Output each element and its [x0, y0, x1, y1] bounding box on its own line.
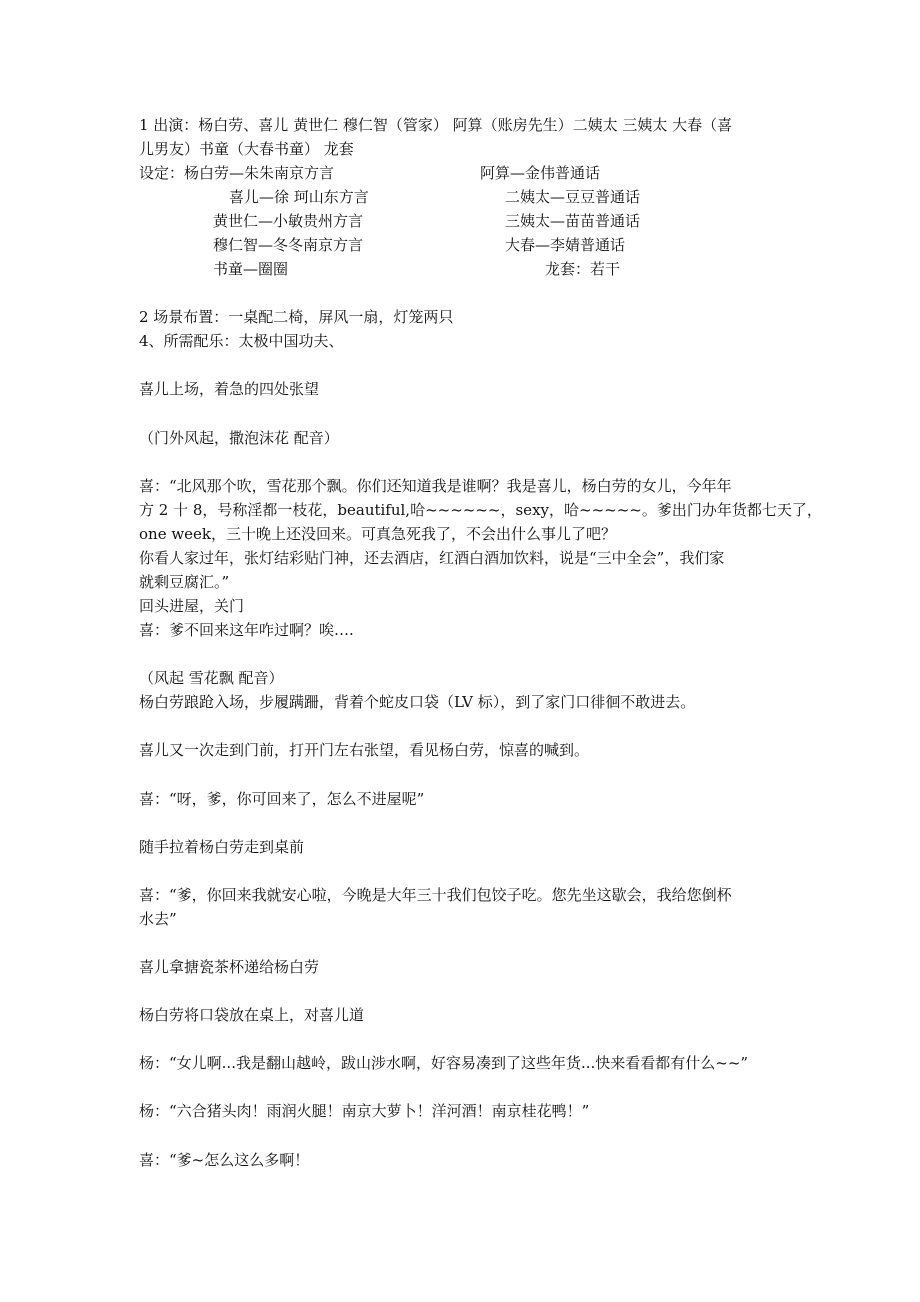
- script-line: 水去”: [139, 910, 177, 928]
- scene-layout: 2 场景布置：一桌配二椅，屏风一扇，灯笼两只: [139, 308, 454, 326]
- script-line: 喜：“呀，爹，你可回来了，怎么不进屋呢”: [139, 790, 425, 808]
- setting-right-5: 龙套：若干: [545, 260, 621, 278]
- script-line: 就剩豆腐汇。”: [139, 573, 230, 591]
- setting-left-4: 穆仁智—冬冬南京方言: [213, 236, 364, 254]
- cast-list-line-1: 1 出演：杨白劳、喜儿 黄世仁 穆仁智（管家） 阿算（账房先生）二姨太 三姨太 大春（喜: [139, 116, 733, 134]
- cast-list-line-2: 儿男友）书童（大春书童） 龙套: [139, 140, 354, 158]
- script-line: 杨白劳踉跄入场，步履蹒跚，背着个蛇皮口袋（LV 标），到了家门口徘徊不敢进去。: [139, 693, 696, 711]
- setting-left-1: 设定：杨白劳—朱朱南京方言: [139, 164, 335, 182]
- setting-left-2: 喜儿—徐 珂山东方言: [229, 188, 369, 206]
- script-line: 喜：“北风那个吹，雪花那个飘。你们还知道我是谁啊？我是喜儿，杨白劳的女儿，今年年: [139, 477, 732, 495]
- script-line: （门外风起，撒泡沫花 配音）: [139, 429, 339, 447]
- script-line: 杨：“六合猪头肉！雨润火腿！南京大萝卜！洋河酒！南京桂花鸭！”: [139, 1102, 590, 1120]
- script-line: 杨白劳将口袋放在桌上，对喜儿道: [139, 1006, 365, 1024]
- setting-right-1: 阿算—金伟普通话: [480, 164, 601, 182]
- setting-right-3: 三姨太—苗苗普通话: [505, 212, 641, 230]
- setting-left-3: 黄世仁—小敏贵州方言: [213, 212, 364, 230]
- script-line: 你看人家过年，张灯结彩贴门神，还去酒店，红酒白酒加饮料，说是“三中全会”，我们家: [139, 549, 725, 567]
- script-line: （风起 雪花飘 配音）: [139, 669, 284, 687]
- script-line: 随手拉着杨白劳走到桌前: [139, 838, 305, 856]
- setting-left-5: 书童—圈圈: [213, 260, 289, 278]
- script-line: 喜：爹不回来这年咋过啊？唉….: [139, 621, 354, 639]
- script-line: 喜儿上场，着急的四处张望: [139, 380, 320, 398]
- script-line: 喜儿又一次走到门前，打开门左右张望，看见杨白劳，惊喜的喊到。: [139, 741, 590, 759]
- script-line: 喜：“爹~怎么这么多啊！: [139, 1151, 310, 1169]
- script-line: 方 2 十 8，号称淫都一枝花，beautiful,哈~~~~~~，sexy，哈~~~~~。爹出门办年货都七天了，: [139, 501, 822, 519]
- script-line: 回头进屋，关门: [139, 597, 245, 615]
- setting-right-4: 大春—李婧普通话: [505, 236, 626, 254]
- scene-music: 4、所需配乐：太极中国功夫、: [139, 332, 344, 350]
- script-line: one week，三十晚上还没回来。可真急死我了，不会出什么事儿了吧？: [139, 525, 617, 543]
- setting-right-2: 二姨太—豆豆普通话: [505, 188, 641, 206]
- script-line: 杨：“女儿啊...我是翻山越岭，跋山涉水啊，好容易凑到了这些年货...快来看看都有什么~~”: [139, 1054, 749, 1072]
- script-line: 喜：“爹，你回来我就安心啦，今晚是大年三十我们包饺子吃。您先坐这歇会，我给您倒杯: [139, 886, 732, 904]
- script-line: 喜儿拿搪瓷茶杯递给杨白劳: [139, 958, 320, 976]
